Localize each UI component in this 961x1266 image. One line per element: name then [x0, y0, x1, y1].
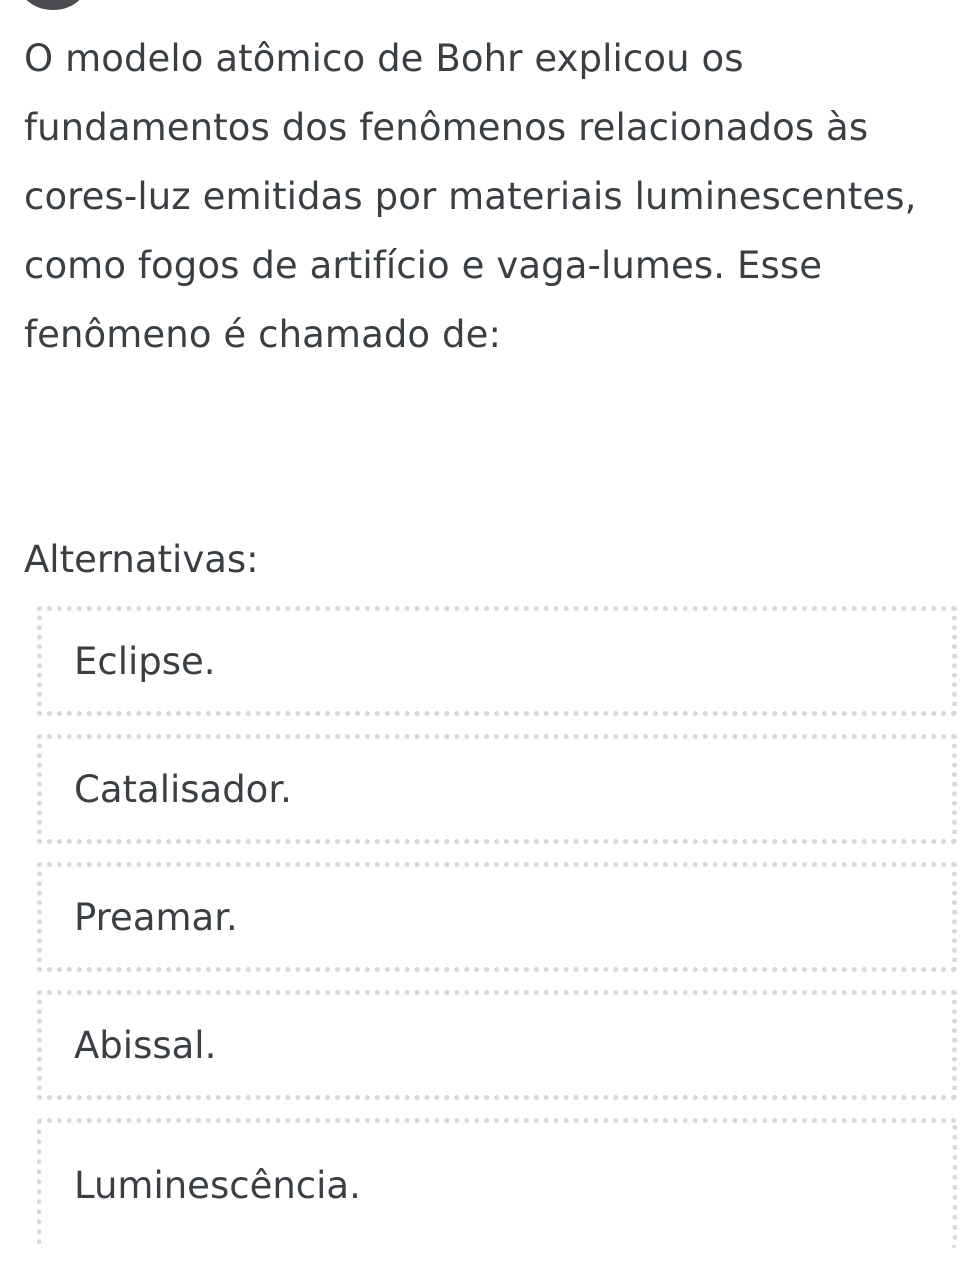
alternatives-list	[37, 606, 957, 1266]
avatar	[20, 0, 86, 10]
option-label: Abissal.	[74, 1023, 217, 1067]
option-a[interactable]	[37, 606, 957, 716]
question-text: O modelo atômico de Bohr explicou os fundamentos dos fenômenos relacionados às cores-luz emitidas por materiais luminescentes, como fogos de artifício e vaga-lumes. Esse fenômeno é chamado de:	[24, 37, 917, 356]
option-label: Catalisador.	[74, 767, 292, 811]
option-b[interactable]	[37, 734, 957, 844]
option-label: Preamar.	[74, 895, 238, 939]
option-c[interactable]	[37, 862, 957, 972]
option-label: Eclipse.	[74, 639, 216, 683]
alternatives-heading: Alternativas:	[24, 538, 259, 581]
option-label: Luminescência.	[74, 1164, 361, 1207]
option-d[interactable]	[37, 990, 957, 1100]
option-e[interactable]	[37, 1118, 957, 1248]
